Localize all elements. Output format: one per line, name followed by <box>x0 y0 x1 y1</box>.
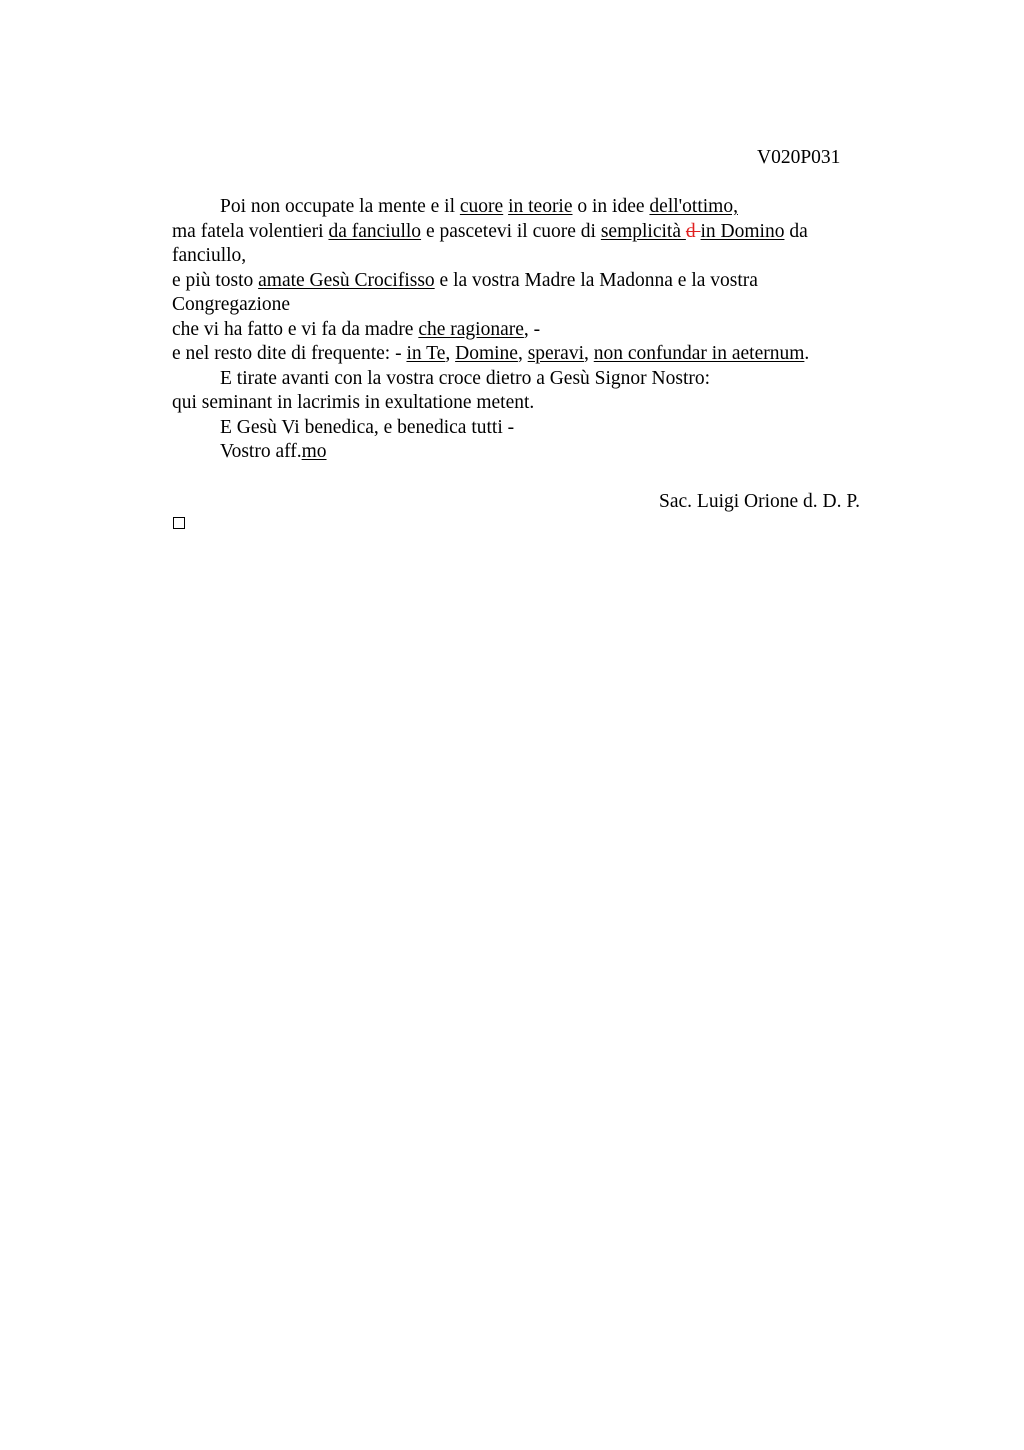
text-span: , <box>445 343 456 364</box>
text-span: Vostro aff. <box>220 441 302 462</box>
text-span: da <box>784 220 808 242</box>
text-span: E Gesù Vi benedica, e benedica tutti - <box>220 416 515 438</box>
signature: Sac. Luigi Orione d. D. P. <box>659 491 860 512</box>
text-line <box>172 244 862 269</box>
underlined-text: dell'ottimo, <box>649 196 738 217</box>
text-line <box>172 440 862 465</box>
text-span: fanciullo, <box>172 245 247 266</box>
underlined-text: semplicità <box>600 220 686 242</box>
text-line <box>172 220 862 245</box>
underlined-text: non confundar in aeternum <box>593 343 805 364</box>
underlined-text: che ragionare <box>418 318 524 340</box>
page-reference: V020P031 <box>757 147 841 168</box>
text-span: ma fatela volentieri <box>172 220 329 242</box>
text-span: . <box>804 343 810 364</box>
text-span: Congregazione <box>172 294 291 315</box>
text-span: che vi ha fatto e vi fa da madre <box>172 318 419 340</box>
deleted-text: d <box>685 220 701 242</box>
text-span: , <box>584 343 594 364</box>
text-line <box>172 367 862 392</box>
underlined-text: Domine <box>455 343 518 364</box>
text-span: e pascetevi il cuore di <box>421 220 601 242</box>
text-span: E tirate avanti con la vostra croce dietro a Gesù Signor Nostro: <box>220 367 711 389</box>
text-span: qui seminant in lacrimis in exultatione metent. <box>172 392 535 413</box>
text-line <box>172 342 862 367</box>
text-line <box>172 318 862 343</box>
text-line <box>172 293 862 318</box>
underlined-text: mo <box>301 441 327 462</box>
underlined-text: in Domino <box>700 220 785 242</box>
text-line <box>172 269 862 294</box>
end-marker-box-icon <box>173 517 185 529</box>
underlined-text: in Te <box>406 343 446 364</box>
text-span: o in idee <box>572 196 650 217</box>
underlined-text: cuore <box>459 196 504 217</box>
letter-body <box>172 195 862 465</box>
underlined-text: in teorie <box>508 196 573 217</box>
text-span: e più tosto <box>172 269 259 291</box>
text-span: Poi non occupate la mente e il <box>220 196 460 217</box>
text-line <box>172 391 862 416</box>
underlined-text: speravi <box>527 343 584 364</box>
text-span: , - <box>523 318 541 340</box>
text-span: , <box>517 343 528 364</box>
underlined-text: amate Gesù Crocifisso <box>258 269 435 291</box>
underlined-text: da fanciullo <box>328 220 422 242</box>
text-span: e nel resto dite di frequente: - <box>172 343 407 364</box>
text-span: e la vostra Madre la Madonna e la vostra <box>434 269 758 291</box>
text-line <box>172 416 862 441</box>
text-line <box>172 195 862 220</box>
